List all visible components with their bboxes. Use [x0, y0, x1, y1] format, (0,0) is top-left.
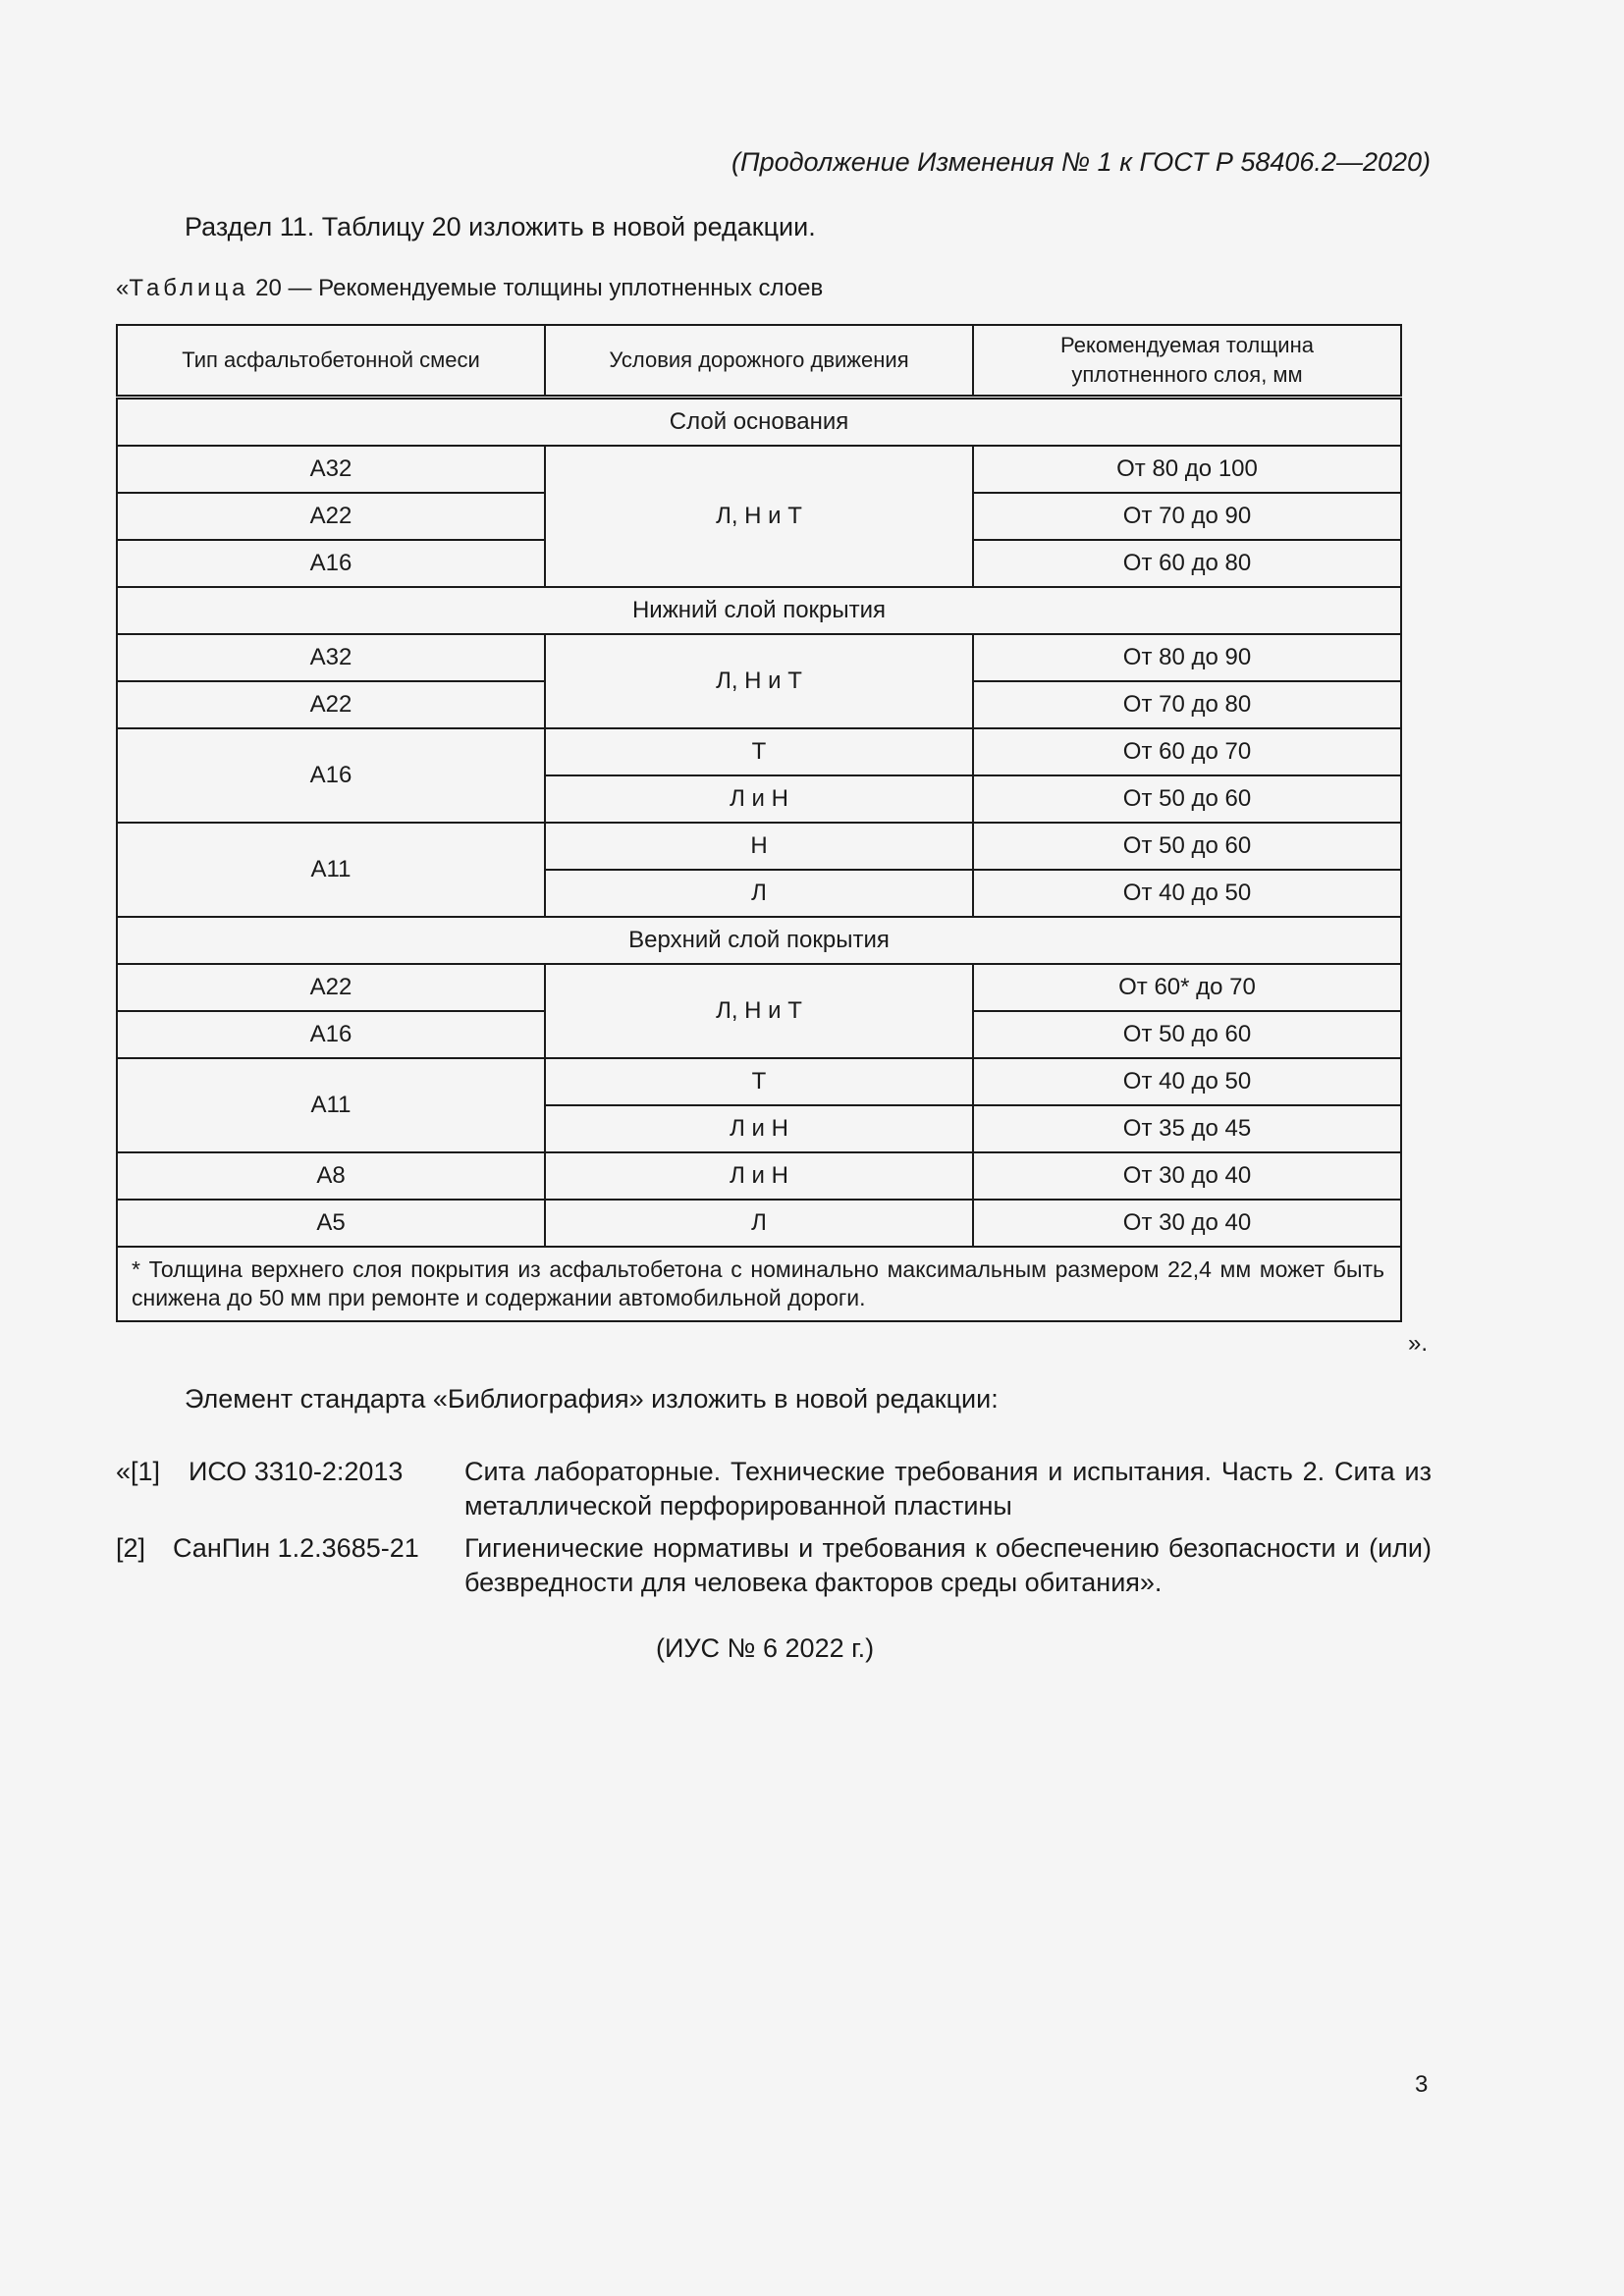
thickness-cell: От 50 до 60	[973, 1011, 1401, 1058]
table-row	[117, 728, 1401, 775]
table-row	[117, 1058, 1401, 1105]
mix-cell: А22	[117, 964, 545, 1011]
thickness-cell: От 40 до 50	[973, 1058, 1401, 1105]
thickness-cell: От 60* до 70	[973, 964, 1401, 1011]
mix-cell: А22	[117, 681, 545, 728]
table-row	[117, 964, 1401, 1011]
thickness-cell: От 50 до 60	[973, 823, 1401, 870]
bibliography-paragraph: Элемент стандарта «Библиография» изложить в новой редакции:	[185, 1384, 999, 1414]
mix-cell: А22	[117, 493, 545, 540]
traffic-cell: Л, Н и Т	[545, 634, 973, 728]
thickness-cell: От 60 до 80	[973, 540, 1401, 587]
section-lower-layer: Нижний слой покрытия	[117, 587, 1401, 634]
caption-title: 20 — Рекомендуемые толщины уплотненных слоев	[248, 275, 824, 301]
bibliography-description: Сита лабораторные. Технические требования и испытания. Часть 2. Сита из металлической перфорированной пластины	[464, 1457, 1432, 1521]
bibliography-description: Гигиенические нормативы и требования к обеспечению безопасности и (или) безвредности для человека факторов среды обитания».	[464, 1533, 1432, 1597]
mix-cell: А16	[117, 1011, 545, 1058]
thickness-cell: От 70 до 90	[973, 493, 1401, 540]
table-caption	[116, 275, 823, 302]
traffic-cell: Л и Н	[545, 1152, 973, 1200]
header-thickness-line2: уплотненного слоя, мм	[1071, 362, 1303, 387]
traffic-cell: Н	[545, 823, 973, 870]
thickness-cell: От 80 до 100	[973, 446, 1401, 493]
table-closing-quote: ».	[1408, 1330, 1429, 1357]
traffic-cell: Л, Н и Т	[545, 446, 973, 587]
header-thickness-line1: Рекомендуемая толщина	[1060, 333, 1314, 357]
bibliography-code: СанПин 1.2.3685-21	[173, 1533, 419, 1563]
traffic-cell: Л, Н и Т	[545, 964, 973, 1058]
thickness-cell: От 30 до 40	[973, 1200, 1401, 1247]
table-row	[117, 1152, 1401, 1200]
traffic-cell: Л и Н	[545, 1105, 973, 1152]
traffic-cell: Л	[545, 870, 973, 917]
table-row	[117, 1200, 1401, 1247]
table-row	[117, 446, 1401, 493]
thickness-cell: От 60 до 70	[973, 728, 1401, 775]
thickness-cell: От 40 до 50	[973, 870, 1401, 917]
thickness-cell: От 70 до 80	[973, 681, 1401, 728]
mix-cell: А32	[117, 634, 545, 681]
section-upper-layer: Верхний слой покрытия	[117, 917, 1401, 964]
traffic-cell: Л и Н	[545, 775, 973, 823]
thickness-cell: От 30 до 40	[973, 1152, 1401, 1200]
mix-cell: А5	[117, 1200, 545, 1247]
mix-cell: А11	[117, 1058, 545, 1152]
mix-cell: А32	[117, 446, 545, 493]
traffic-cell: Т	[545, 1058, 973, 1105]
bibliography-code: ИСО 3310-2:2013	[189, 1457, 404, 1486]
table-footnote: * Толщина верхнего слоя покрытия из асфальтобетона с номинально максимальным размером 22,4 мм может быть снижена до 50 мм при ремонте и содержании автомобильной дороги.	[117, 1247, 1401, 1321]
caption-open-quote: «	[116, 275, 130, 301]
header-mix-type: Тип асфальтобетонной смеси	[117, 325, 545, 398]
thickness-cell: От 35 до 45	[973, 1105, 1401, 1152]
table-header-row	[117, 325, 1401, 398]
ius-note: (ИУС № 6 2022 г.)	[656, 1633, 875, 1663]
mix-cell: А16	[117, 540, 545, 587]
caption-label: Таблица	[129, 275, 249, 301]
running-head: (Продолжение Изменения № 1 к ГОСТ Р 58406.2—2020)	[731, 147, 1431, 177]
traffic-cell: Л	[545, 1200, 973, 1247]
thickness-cell: От 80 до 90	[973, 634, 1401, 681]
traffic-cell: Т	[545, 728, 973, 775]
thickness-table	[116, 324, 1402, 1322]
bibliography-ref: «[1]	[116, 1457, 161, 1486]
intro-paragraph: Раздел 11. Таблицу 20 изложить в новой редакции.	[185, 212, 816, 241]
bibliography-ref: [2]	[116, 1533, 146, 1563]
page-number: 3	[1415, 2071, 1429, 2098]
thickness-cell: От 50 до 60	[973, 775, 1401, 823]
header-traffic: Условия дорожного движения	[545, 325, 973, 398]
mix-cell: А8	[117, 1152, 545, 1200]
mix-cell: А11	[117, 823, 545, 917]
mix-cell: А16	[117, 728, 545, 823]
table-row	[117, 634, 1401, 681]
header-thickness	[973, 325, 1401, 398]
section-base-layer: Слой основания	[117, 398, 1401, 447]
table-row	[117, 823, 1401, 870]
